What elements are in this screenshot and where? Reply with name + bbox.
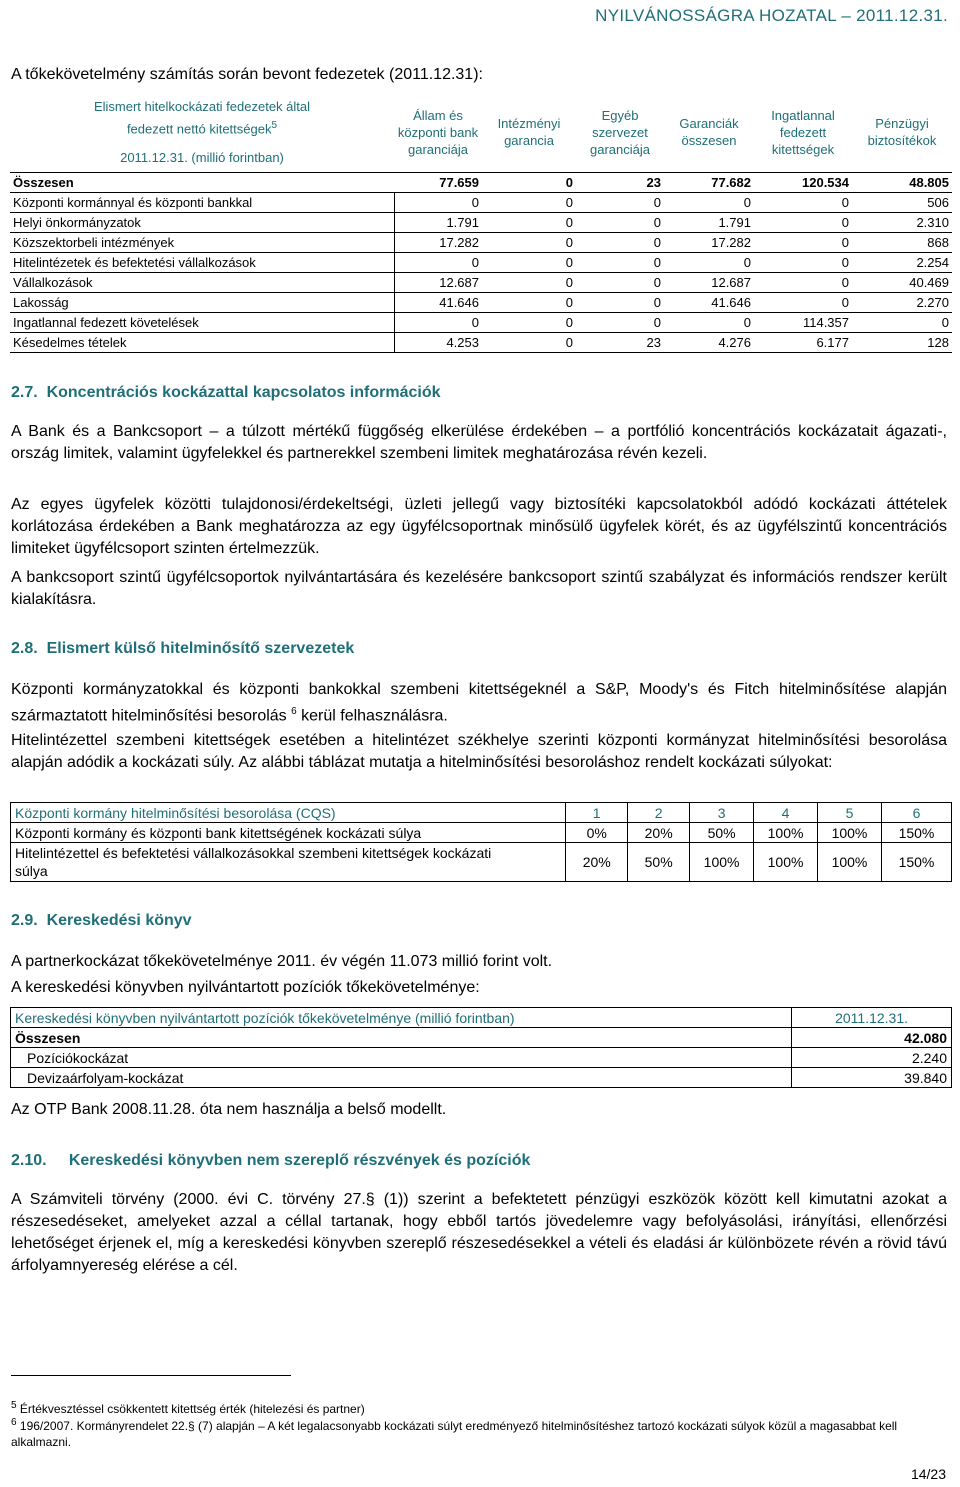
paragraph: A Számviteli törvény (2000. évi C. törvény 27.§ (1)) szerint a befektetett pénzügyi eszközök között kell kimutatni azokat a részesedéseket, amelyeket azzal a céllal tartanak, hogy ebből tartós jövedelemre vagy befolyásolási, irányítási, ellenőrzési lehetőséget érjenek el, míg a kereskedési könyvben szereplő részesedésekkel a vételi és eladási ár különbözete révén a rövid távú árfolyamnyereség elérése a cél.: [11, 1191, 947, 1274]
row-label: Összesen: [10, 173, 394, 193]
corner-line-3: 2011.12.31. (millió forintban): [120, 150, 284, 166]
col-header: Garanciák összesen: [679, 116, 739, 148]
cell: 4: [754, 803, 818, 823]
cell: 39.840: [792, 1068, 952, 1088]
cell: 3: [690, 803, 754, 823]
table-header-row: [11, 1008, 952, 1028]
cell: 0: [576, 253, 664, 273]
document-header: NYILVÁNOSSÁGRA HOZATAL – 2011.12.31.: [595, 6, 948, 25]
col-header: Pénzügyi biztosítékok: [867, 116, 937, 148]
table-row: [10, 293, 952, 313]
cell: 0: [482, 333, 576, 353]
cell: 12.687: [664, 273, 754, 293]
corner-line-2-text: fedezett nettó kitettségek: [126, 121, 272, 137]
footnote-text: Értékvesztéssel csökkentett kitettség érték (hitelezési és partner): [19, 1402, 365, 1416]
cell: 2.254: [852, 253, 952, 273]
cell: 0: [482, 253, 576, 273]
cell: 0: [576, 233, 664, 253]
table-row: [11, 1068, 952, 1088]
cell: 506: [852, 193, 952, 213]
footnote-6: [11, 1415, 947, 1450]
section-title: Kereskedési könyvben nem szereplő részvények és pozíciók: [68, 1152, 531, 1169]
cell: 0: [664, 253, 754, 273]
paragraph: A kereskedési könyvben nyilvántartott pozíciók tőkekövetelménye:: [11, 979, 480, 996]
cell: 1.791: [394, 213, 482, 233]
cell: 100%: [690, 843, 754, 882]
table-row: [11, 1048, 952, 1068]
row-label: Központi kormánnyal és központi bankkal: [10, 193, 394, 213]
table-row: [10, 233, 952, 253]
section-title: Elismert külső hitelminősítő szervezetek: [46, 640, 355, 657]
cell: 100%: [818, 843, 882, 882]
cell: 0: [754, 213, 852, 233]
row-label: Pozíciókockázat: [11, 1048, 792, 1068]
row-label: Devizaárfolyam-kockázat: [11, 1068, 792, 1088]
table-row: [11, 1028, 952, 1048]
cell: 2.240: [792, 1048, 952, 1068]
paragraph: A bankcsoport szintű ügyfélcsoportok nyilvántartására és kezelésére bankcsoport szintű szabályzat és információs rendszer került kialakításra.: [11, 569, 947, 608]
cell: 41.646: [394, 293, 482, 313]
header-date: 2011.12.31.: [792, 1008, 952, 1028]
section-2-7-heading: [11, 384, 441, 402]
table-row: [10, 193, 952, 213]
row-label: Vállalkozások: [10, 273, 394, 293]
table-row: [10, 333, 952, 353]
table-row: [10, 273, 952, 293]
cell: 150%: [881, 823, 951, 843]
cell: 100%: [818, 823, 882, 843]
paragraph-text: kerül felhasználásra.: [296, 707, 448, 725]
cell: 0: [394, 193, 482, 213]
cell: 48.805: [852, 173, 952, 193]
row-label: Összesen: [11, 1028, 792, 1048]
header-label: Kereskedési könyvben nyilvántartott pozíciók tőkekövetelménye (millió forintban): [11, 1008, 792, 1028]
cell: 0: [754, 273, 852, 293]
footnote-divider: [11, 1375, 291, 1376]
cell: 17.282: [394, 233, 482, 253]
cell: 42.080: [792, 1028, 952, 1048]
cell: 150%: [881, 843, 951, 882]
row-label: Ingatlannal fedezett követelések: [10, 313, 394, 333]
cell: 100%: [754, 823, 818, 843]
row-label: Központi kormány és központi bank kitettségének kockázati súlya: [11, 823, 566, 843]
cell: 20%: [566, 843, 628, 882]
row-label: Helyi önkormányzatok: [10, 213, 394, 233]
cell: 0: [754, 233, 852, 253]
cell: 0: [394, 253, 482, 273]
cell: 12.687: [394, 273, 482, 293]
col-header: Állam és központi bank garanciája: [397, 107, 479, 157]
header-label: Központi kormány hitelminősítési besorolása (CQS): [11, 803, 566, 823]
cell: 4.276: [664, 333, 754, 353]
paragraph-text: Központi kormányzatokkal és központi bankokkal szembeni kitettségeknél a S&P, Moody's és Fitch hitelminősítése alapján származtatott hitelminősítési besorolás: [11, 681, 947, 725]
paragraph: A Bank és a Bankcsoport – a túlzott mértékű függőség elkerülése érdekében – a portfólió koncentrációs kockázatait ágazati-, ország limitek, valamint ügyfelekkel és partnerekkel szembeni limitek meghatározása révén kezeli.: [11, 423, 947, 462]
corner-line-1: Elismert hitelkockázati fedezetek által: [93, 98, 311, 114]
col-header: Intézményi garancia: [497, 116, 561, 148]
cell: 50%: [628, 843, 690, 882]
footnote-number: 5: [11, 1400, 17, 1411]
section-number: 2.8.: [11, 640, 38, 657]
col-header: Ingatlannal fedezett kitettségek: [771, 107, 835, 157]
section-number: 2.9.: [11, 912, 38, 929]
cell: 5: [818, 803, 882, 823]
corner-line-2: [10, 116, 394, 138]
paragraph: A partnerkockázat tőkekövetelménye 2011. év végén 11.073 millió forint volt.: [11, 953, 553, 970]
cell: 1: [566, 803, 628, 823]
cell: 4.253: [394, 333, 482, 353]
paragraph: Hitelintézettel szembeni kitettségek esetében a hitelintézet székhelye szerinti központi kormányzat hitelminősítési besorolása alapján adódik a kockázati súly. Az alábbi táblázat mutatja a hitelminősítési besoroláshoz rendelt kockázati súlyokat:: [11, 732, 947, 771]
cell: 0: [482, 273, 576, 293]
cell: 120.534: [754, 173, 852, 193]
footnote-text: 196/2007. Kormányrendelet 22.§ (7) alapján – A két legalacsonyabb kockázati súlyt eredményező hitelminősítéshez tartozó kockázati súlyok közül a magasabbat kell alkalmazni.: [11, 1419, 898, 1449]
section-number: 2.10.: [11, 1152, 47, 1169]
cell: 100%: [754, 843, 818, 882]
table-row-total: [10, 173, 952, 193]
cell: 868: [852, 233, 952, 253]
cell: 0: [482, 193, 576, 213]
cell: 0%: [566, 823, 628, 843]
table-row: [10, 213, 952, 233]
cell: 0: [482, 173, 576, 193]
section-2-10-heading: [11, 1152, 530, 1170]
cell: 6: [881, 803, 951, 823]
cell: 0: [576, 213, 664, 233]
cell: 50%: [690, 823, 754, 843]
cell: 41.646: [664, 293, 754, 313]
collateral-table-header: [10, 92, 952, 173]
trading-book-table: [10, 1007, 952, 1088]
cell: 2.310: [852, 213, 952, 233]
cell: 2.270: [852, 293, 952, 313]
section-2-9-heading: [11, 912, 192, 930]
col-header: Egyéb szervezet garanciája: [590, 107, 650, 157]
cell: 0: [664, 313, 754, 333]
row-label: Lakosság: [10, 293, 394, 313]
cell: 1.791: [664, 213, 754, 233]
collateral-table-corner: [10, 92, 394, 173]
cell: 114.357: [754, 313, 852, 333]
row-label: Késedelmes tételek: [10, 333, 394, 353]
table-row: [11, 843, 952, 882]
collateral-table: [10, 92, 952, 353]
cell: 77.659: [394, 173, 482, 193]
risk-weight-table: [10, 802, 952, 882]
section-number: 2.7.: [11, 384, 38, 401]
cell: 6.177: [754, 333, 852, 353]
cell: 40.469: [852, 273, 952, 293]
cell: 0: [482, 293, 576, 313]
paragraph: Az egyes ügyfelek közötti tulajdonosi/érdekeltségi, üzleti jellegű vagy biztosítéki kapcsolatokból adódó kockázati áttételek korlátozása érdekében a Bank meghatározza az egy ügyfélcsoportnak minősülő ügyfelek körét, és az ügyfélszintű koncentrációs limiteket ügyfélcsoport szinten értelmezzük.: [11, 496, 947, 557]
section-title: Koncentrációs kockázattal kapcsolatos információk: [46, 384, 441, 401]
cell: 0: [394, 313, 482, 333]
section-title: Kereskedési könyv: [46, 912, 192, 929]
footnote-ref-5: 5: [271, 119, 278, 131]
row-label: Közszektorbeli intézmények: [10, 233, 394, 253]
cell: 0: [482, 313, 576, 333]
cell: 2: [628, 803, 690, 823]
section-2-8-heading: [11, 640, 354, 658]
row-label: Hitelintézettel és befektetési vállalkozásokkal szembeni kitettségek kockázati súlya: [11, 843, 566, 882]
cell: 0: [664, 193, 754, 213]
table-row: [10, 253, 952, 273]
cell: 0: [852, 313, 952, 333]
footnote-number: 6: [11, 1417, 17, 1428]
cell: 0: [576, 293, 664, 313]
footnote-ref-6: 6: [291, 706, 297, 717]
cell: 0: [482, 213, 576, 233]
cell: 0: [576, 193, 664, 213]
cell: 23: [576, 333, 664, 353]
cell: 23: [576, 173, 664, 193]
cell: 0: [754, 193, 852, 213]
cell: 0: [754, 293, 852, 313]
cell: 77.682: [664, 173, 754, 193]
otp-note: Az OTP Bank 2008.11.28. óta nem használja a belső modellt.: [11, 1101, 447, 1118]
page-number: 14/23: [910, 1466, 946, 1482]
cell: 0: [754, 253, 852, 273]
paragraph: [11, 679, 947, 727]
cell: 0: [576, 273, 664, 293]
cell: 0: [576, 313, 664, 333]
table-row: [11, 823, 952, 843]
row-label: Hitelintézetek és befektetési vállalkozások: [10, 253, 394, 273]
cell: 128: [852, 333, 952, 353]
intro-text: A tőkekövetelmény számítás során bevont fedezetek (2011.12.31):: [11, 66, 483, 83]
cell: 0: [482, 233, 576, 253]
cell: 17.282: [664, 233, 754, 253]
table-row: [10, 313, 952, 333]
table-header-row: [11, 803, 952, 823]
cell: 20%: [628, 823, 690, 843]
